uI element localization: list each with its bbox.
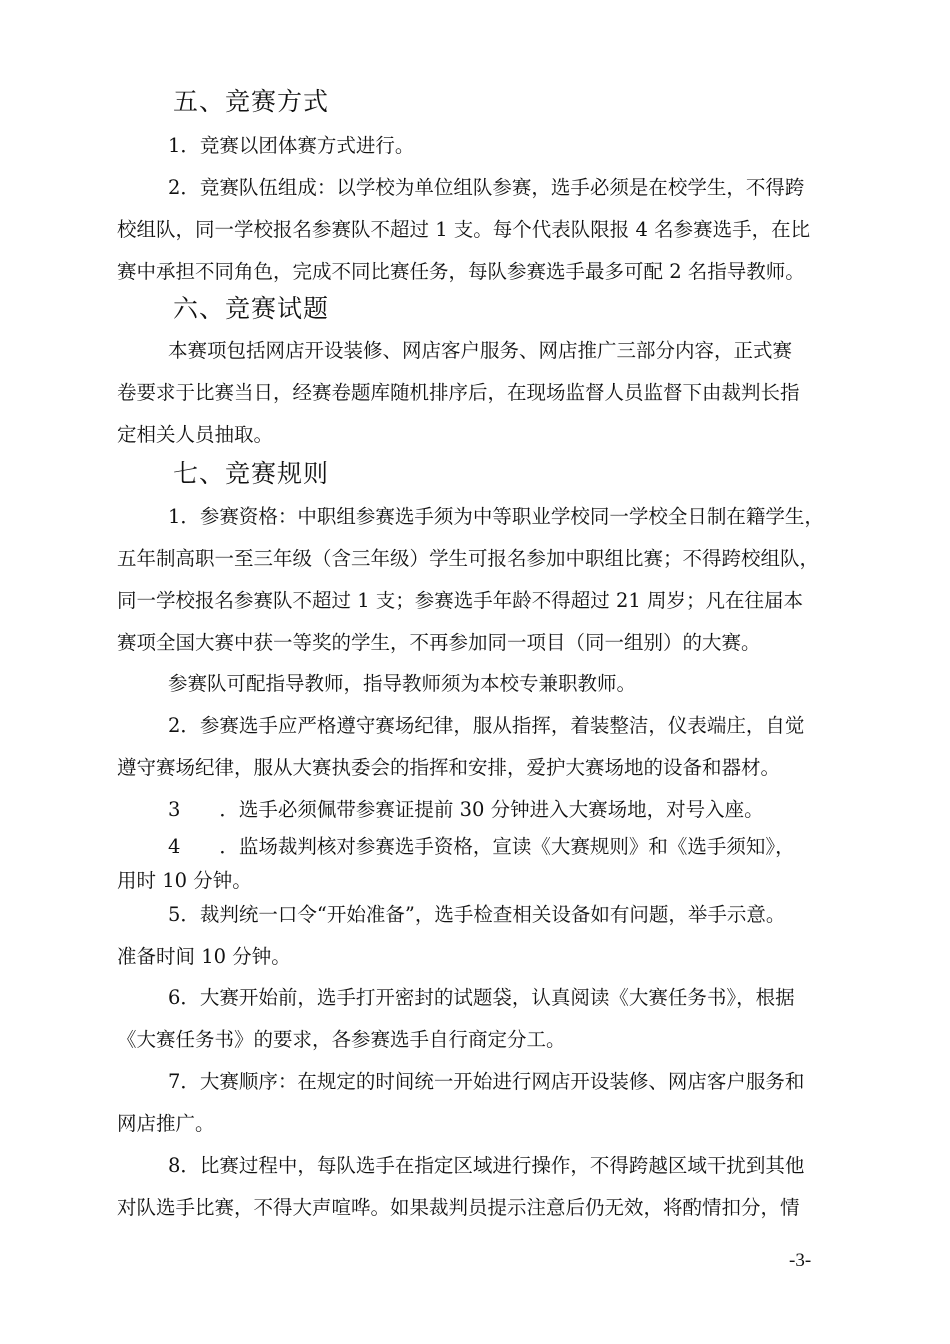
- paragraph: [117, 894, 841, 978]
- text-line: 1．竞赛以团体赛方式进行。: [168, 134, 415, 157]
- text-line: 赛项全国大赛中获一等奖的学生，不再参加同一项目（同一组别）的大赛。: [117, 631, 761, 654]
- text-line: 网店推广。: [117, 1112, 215, 1135]
- paragraph: [117, 977, 841, 1061]
- text-line: 准备时间 10 分钟。: [117, 945, 291, 968]
- text-line: 2．竞赛队伍组成：以学校为单位组队参赛，选手必须是在校学生，不得跨: [168, 176, 805, 199]
- paragraph: [117, 496, 841, 664]
- text-line: 4 ．监场裁判核对参赛选手资格，宣读《大赛规则》和《选手须知》，: [168, 835, 795, 858]
- paragraph: [117, 167, 841, 293]
- text-line: 遵守赛场纪律，服从大赛执委会的指挥和安排，爱护大赛场地的设备和器材。: [117, 756, 781, 779]
- paragraph: [117, 330, 841, 456]
- paragraph: [117, 125, 892, 167]
- paragraph: [117, 830, 841, 898]
- paragraph: [117, 663, 841, 705]
- text-line: 1．参赛资格：中职组参赛选手须为中等职业学校同一学校全日制在籍学生，: [168, 505, 824, 528]
- paragraph: [117, 705, 841, 789]
- text-line: 8．比赛过程中，每队选手在指定区域进行操作，不得跨越区域干扰到其他: [168, 1154, 805, 1177]
- text-line: 卷要求于比赛当日，经赛卷题库随机排序后，在现场监督人员监督下由裁判长指: [117, 381, 800, 404]
- text-line: 7．大赛顺序：在规定的时间统一开始进行网店开设装修、网店客户服务和: [168, 1070, 805, 1093]
- text-line: 校组队，同一学校报名参赛队不超过 1 支。每个代表队限报 4 名参赛选手，在比: [117, 218, 811, 241]
- text-line: 五年制高职一至三年级（含三年级）学生可报名参加中职组比赛；不得跨校组队，: [117, 547, 820, 570]
- section-heading-6: 六、竞赛试题: [173, 294, 330, 323]
- paragraph: [117, 1145, 841, 1229]
- text-line: 定相关人员抽取。: [117, 423, 274, 446]
- section-heading-7: 七、竞赛规则: [173, 459, 330, 488]
- text-line: 《大赛任务书》的要求，各参赛选手自行商定分工。: [117, 1028, 566, 1051]
- text-line: 3 ．选手必须佩带参赛证提前 30 分钟进入大赛场地，对号入座。: [168, 798, 764, 821]
- text-line: 用时 10 分钟。: [117, 869, 252, 892]
- page-number: -3-: [789, 1250, 812, 1271]
- text-line: 赛中承担不同角色，完成不同比赛任务，每队参赛选手最多可配 2 名指导教师。: [117, 260, 805, 283]
- section-heading-5: 五、竞赛方式: [173, 87, 330, 116]
- text-line: 5．裁判统一口令“开始准备”，选手检查相关设备如有问题，举手示意。: [168, 903, 786, 926]
- text-line: 2．参赛选手应严格遵守赛场纪律，服从指挥，着装整洁，仪表端庄，自觉: [168, 714, 805, 737]
- paragraph: [117, 789, 841, 831]
- paragraph: [117, 1061, 841, 1145]
- text-line: 本赛项包括网店开设装修、网店客户服务、网店推广三部分内容，正式赛: [168, 339, 793, 362]
- text-line: 6．大赛开始前，选手打开密封的试题袋，认真阅读《大赛任务书》，根据: [168, 986, 795, 1009]
- text-line: 对队选手比赛，不得大声喧哗。如果裁判员提示注意后仍无效，将酌情扣分，情: [117, 1196, 800, 1219]
- text-line: 同一学校报名参赛队不超过 1 支；参赛选手年龄不得超过 21 周岁；凡在往届本: [117, 589, 804, 612]
- text-line: 参赛队可配指导教师，指导教师须为本校专兼职教师。: [168, 672, 637, 695]
